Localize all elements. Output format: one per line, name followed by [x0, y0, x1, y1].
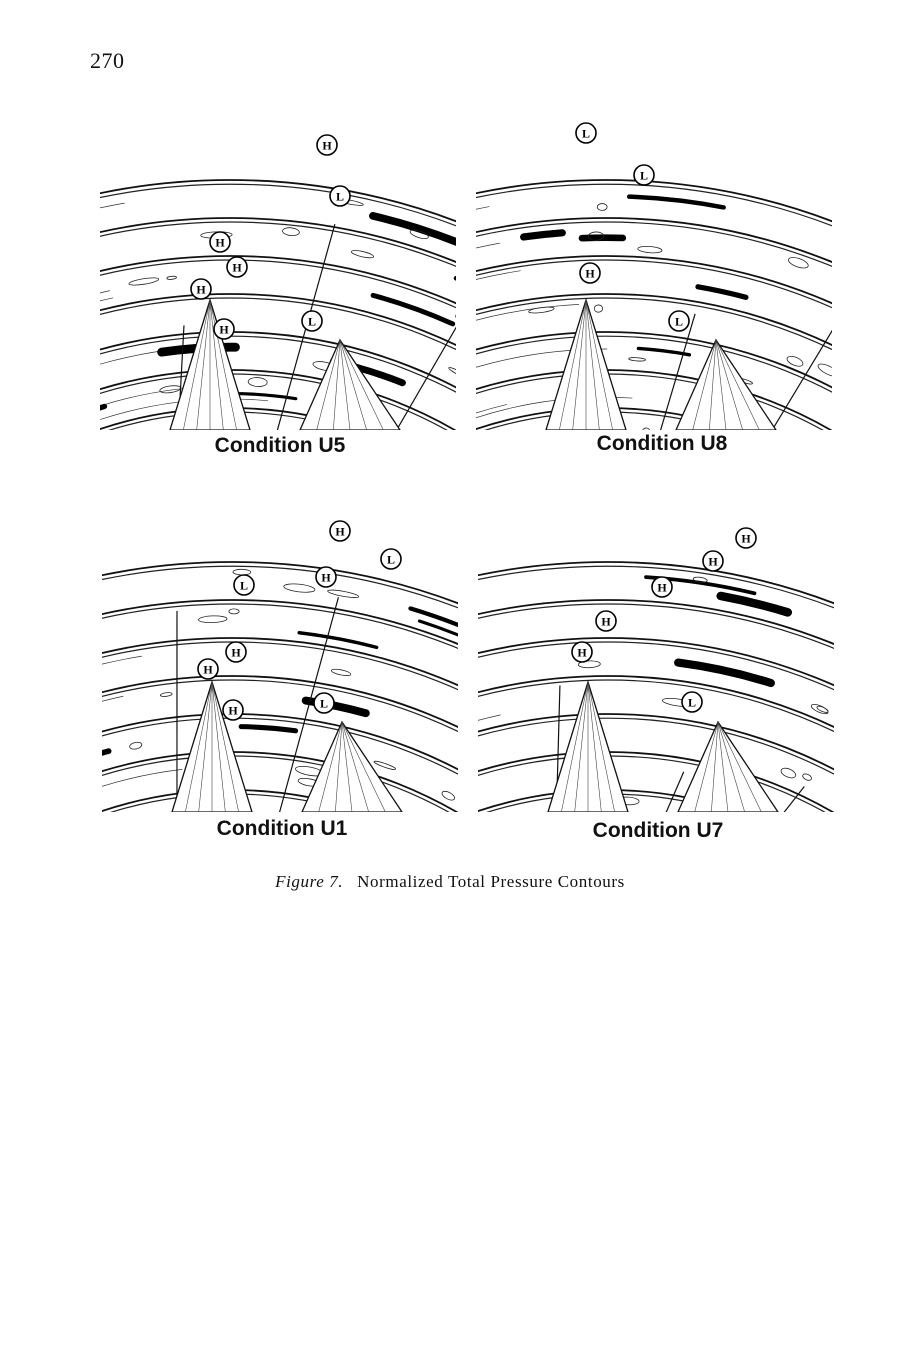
low-pressure-marker	[669, 311, 689, 331]
marker-letter: H	[335, 524, 345, 539]
marker-letter: L	[239, 578, 249, 593]
marker-letter: L	[687, 695, 697, 710]
high-pressure-marker	[316, 567, 336, 587]
panel-label-u5: Condition U5	[214, 434, 346, 457]
marker-letter: L	[581, 126, 591, 141]
high-pressure-marker	[214, 319, 234, 339]
contour-field	[102, 562, 458, 812]
low-pressure-marker	[314, 693, 334, 713]
marker-letter: H	[708, 554, 718, 569]
figure-number: Figure 7.	[275, 872, 344, 891]
marker-letter: L	[335, 189, 345, 204]
low-pressure-marker	[302, 311, 322, 331]
marker-letter: H	[577, 645, 587, 660]
high-pressure-marker	[226, 642, 246, 662]
contour-field	[476, 180, 832, 430]
high-pressure-marker	[223, 700, 243, 720]
high-pressure-marker	[572, 642, 592, 662]
high-pressure-marker	[652, 577, 672, 597]
marker-letter: L	[386, 552, 396, 567]
high-pressure-marker	[703, 551, 723, 571]
high-pressure-marker	[191, 279, 211, 299]
marker-letter: L	[674, 314, 684, 329]
marker-letter: H	[219, 322, 229, 337]
marker-letter: H	[196, 282, 206, 297]
marker-letter: L	[319, 696, 329, 711]
high-pressure-marker	[227, 257, 247, 277]
marker-letter: H	[215, 235, 225, 250]
marker-letter: H	[321, 570, 331, 585]
low-pressure-marker	[234, 575, 254, 595]
contour-plot-u8	[476, 100, 832, 430]
low-pressure-marker	[381, 549, 401, 569]
marker-letter: L	[307, 314, 317, 329]
panel-label-u1: Condition U1	[216, 817, 348, 840]
marker-letter: H	[228, 703, 238, 718]
contour-plot-u8-figure	[476, 100, 832, 430]
figure-caption	[0, 872, 900, 892]
low-pressure-marker	[330, 186, 350, 206]
high-pressure-marker	[580, 263, 600, 283]
marker-letter: H	[232, 260, 242, 275]
contour-plot-u5	[100, 100, 456, 430]
contour-plot-u1-figure	[102, 482, 458, 812]
contour-plot-u1	[102, 482, 458, 812]
low-pressure-marker	[682, 692, 702, 712]
contour-plot-u7	[478, 482, 834, 812]
high-pressure-marker	[330, 521, 350, 541]
figure-title: Normalized Total Pressure Contours	[357, 872, 625, 891]
high-pressure-marker	[210, 232, 230, 252]
marker-letter: H	[601, 614, 611, 629]
marker-letter: L	[639, 168, 649, 183]
contour-field	[100, 180, 456, 430]
marker-letter: H	[657, 580, 667, 595]
low-pressure-marker	[634, 165, 654, 185]
marker-letter: H	[585, 266, 595, 281]
high-pressure-marker	[317, 135, 337, 155]
marker-letter: H	[322, 138, 332, 153]
marker-letter: H	[741, 531, 751, 546]
page-number: 270	[90, 48, 125, 73]
panel-label-u8: Condition U8	[596, 432, 728, 455]
contour-field	[478, 562, 834, 812]
high-pressure-marker	[736, 528, 756, 548]
high-pressure-marker	[198, 659, 218, 679]
marker-letter: H	[203, 662, 213, 677]
marker-letter: H	[231, 645, 241, 660]
high-pressure-marker	[596, 611, 616, 631]
panel-label-u7: Condition U7	[592, 819, 724, 842]
contour-plot-u7-figure	[478, 482, 834, 812]
low-pressure-marker	[576, 123, 596, 143]
contour-plot-u5-figure	[100, 100, 456, 430]
